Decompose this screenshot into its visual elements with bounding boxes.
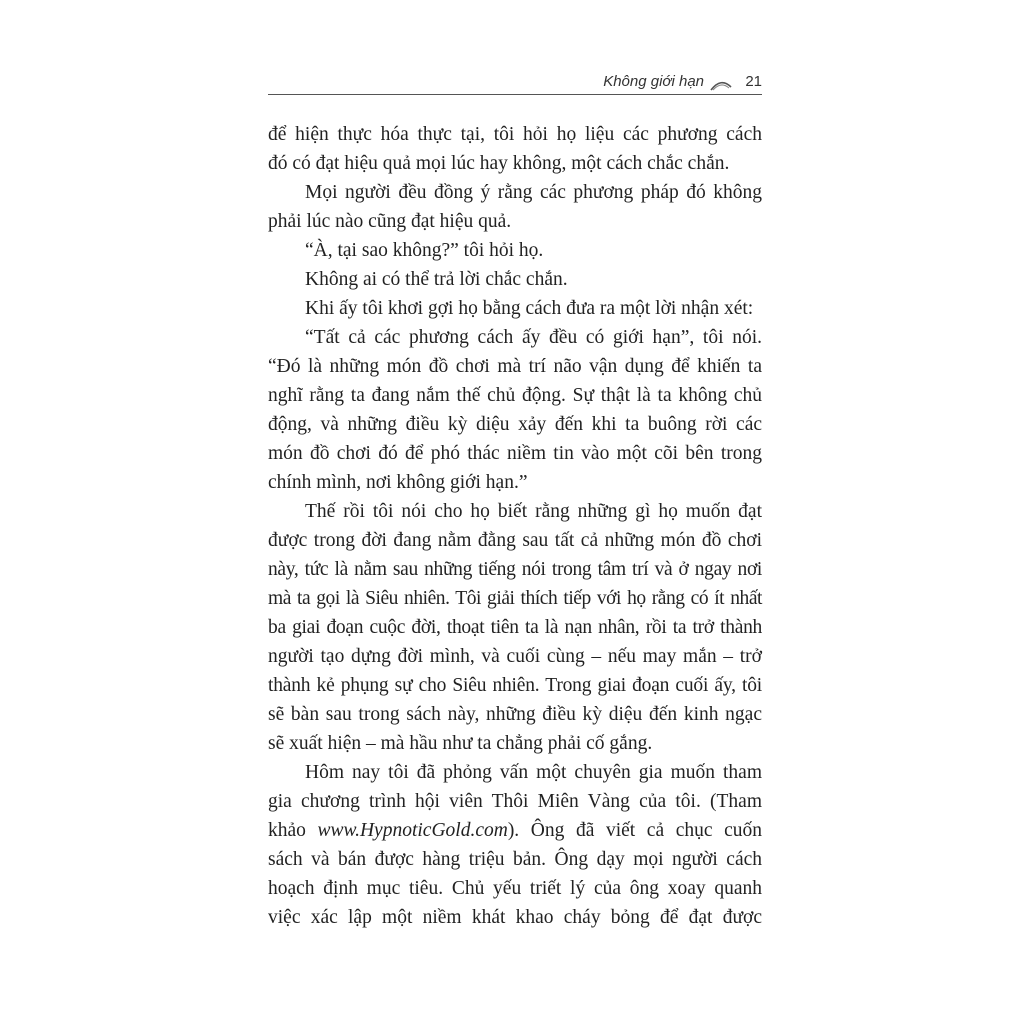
- paragraph-4: [268, 265, 762, 294]
- text-fragment: khảo: [268, 820, 318, 841]
- text-line: phải lúc nào cũng đạt hiệu quả.: [268, 211, 512, 232]
- text-line: Khi ấy tôi khơi gợi họ bằng cách đưa ra một lời nhận xét:: [305, 298, 754, 319]
- text-fragment: ). Ông đã viết cả chục cuốn: [507, 820, 763, 841]
- text-line: để hiện thực hóa thực tại, tôi hỏi họ liệu các phương cách: [268, 124, 762, 145]
- text-line: người tạo dựng đời mình, và cuối cùng – nếu may mắn – trở: [268, 646, 762, 667]
- text-line: Hôm nay tôi đã phỏng vấn một chuyên gia muốn tham: [305, 762, 762, 783]
- text-line: thành kẻ phụng sự cho Siêu nhiên. Trong giai đoạn cuối ấy, tôi: [268, 675, 762, 696]
- text-line: “Đó là những món đồ chơi mà trí não vận dụng để khiến ta: [268, 356, 762, 377]
- text-line: ba giai đoạn cuộc đời, thoạt tiên ta là nạn nhân, rồi ta trở thành: [268, 617, 762, 638]
- text-line: sách và bán được hàng triệu bản. Ông dạy mọi người cách: [268, 849, 762, 870]
- text-line: sẽ xuất hiện – mà hầu như ta chẳng phải cố gắng.: [268, 733, 653, 754]
- paragraph-5: [268, 294, 762, 323]
- text-line: [268, 816, 762, 845]
- text-line: “À, tại sao không?” tôi hỏi họ.: [305, 240, 544, 261]
- running-header-title: Không giới hạn: [603, 73, 704, 90]
- text-line: Không ai có thể trả lời chắc chắn.: [305, 269, 568, 290]
- text-line: “Tất cả các phương cách ấy đều có giới hạn”, tôi nói.: [305, 327, 762, 348]
- paragraph-8: [268, 758, 762, 932]
- arc-ornament-icon: [710, 78, 732, 90]
- text-line: việc xác lập một niềm khát khao cháy bỏng để đạt được: [268, 907, 762, 928]
- paragraph-2: [268, 178, 762, 236]
- text-line: động, và những điều kỳ diệu xảy đến khi ta buông rời các: [268, 414, 762, 435]
- paragraph-3: [268, 236, 762, 265]
- text-line: được trong đời đang nằm đằng sau tất cả những món đồ chơi: [268, 530, 762, 551]
- text-line: món đồ chơi đó để phó thác niềm tin vào một cõi bên trong: [268, 443, 762, 464]
- running-header: [268, 72, 762, 95]
- text-line: mà ta gọi là Siêu nhiên. Tôi giải thích tiếp với họ rằng có ít nhất: [268, 588, 762, 609]
- body-text: [268, 120, 762, 932]
- paragraph-7: [268, 497, 762, 758]
- website-link: www.HypnoticGold.com: [317, 820, 508, 841]
- text-line: sẽ bàn sau trong sách này, những điều kỳ diệu đến kinh ngạc: [268, 704, 762, 725]
- text-line: hoạch định mục tiêu. Chủ yếu triết lý của ông xoay quanh: [268, 878, 762, 899]
- text-line: này, tức là nằm sau những tiếng nói trong tâm trí và ở ngay nơi: [268, 559, 762, 580]
- paragraph-1: [268, 120, 762, 178]
- text-line: đó có đạt hiệu quả mọi lúc hay không, một cách chắc chắn.: [268, 153, 730, 174]
- paragraph-6: [268, 323, 762, 497]
- text-line: Thế rồi tôi nói cho họ biết rằng những gì họ muốn đạt: [305, 501, 762, 522]
- text-line: gia chương trình hội viên Thôi Miên Vàng của tôi. (Tham: [268, 791, 762, 812]
- page-number: 21: [745, 73, 762, 90]
- text-line: Mọi người đều đồng ý rằng các phương pháp đó không: [305, 182, 762, 203]
- text-line: nghĩ rằng ta đang nắm thế chủ động. Sự thật là ta không chủ: [268, 385, 762, 406]
- text-line: chính mình, nơi không giới hạn.”: [268, 472, 528, 493]
